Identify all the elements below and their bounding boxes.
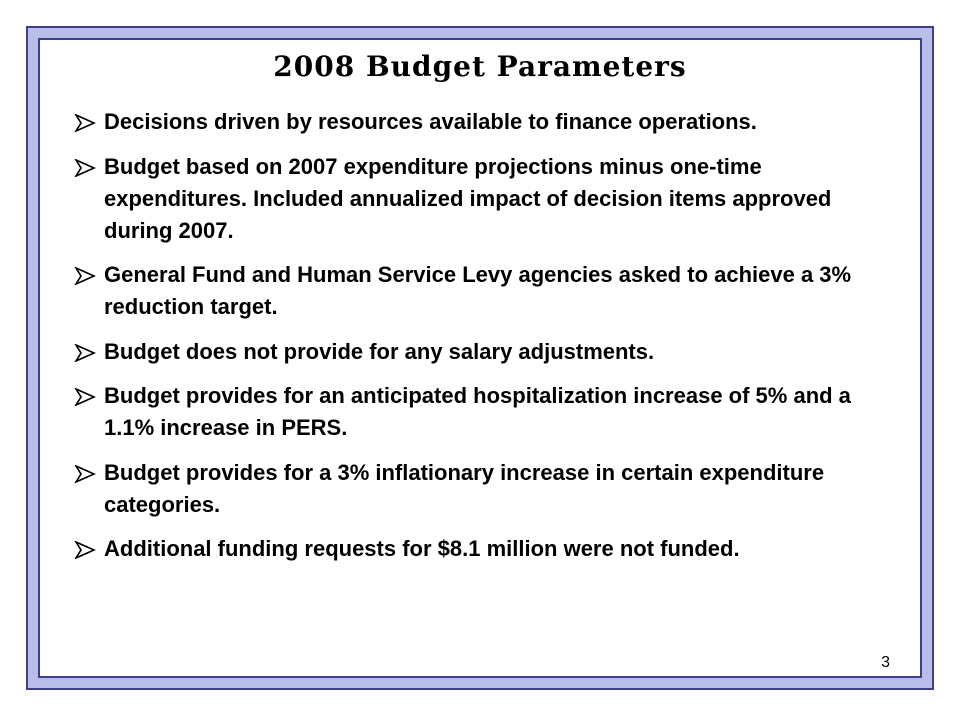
bullet-item (74, 533, 894, 565)
arrowhead-bullet-icon (74, 159, 96, 177)
arrowhead-bullet-icon (74, 267, 96, 285)
slide-title: 2008 Budget Parameters (273, 50, 687, 83)
page-number: 3 (881, 654, 890, 671)
arrowhead-bullet-icon (74, 344, 96, 362)
bullet-text: Budget based on 2007 expenditure projections minus one-time expenditures. Included annualized impact of decision items approved during 2007. (104, 153, 832, 243)
bullet-text: General Fund and Human Service Levy agencies asked to achieve a 3% reduction target. (104, 262, 852, 319)
bullet-text: Decisions driven by resources available to finance operations. (104, 109, 757, 134)
slide-content-area (38, 38, 922, 678)
slide-frame (26, 26, 934, 690)
bullet-item (74, 336, 894, 368)
bullet-item (74, 151, 894, 247)
bullet-text: Additional funding requests for $8.1 million were not funded. (104, 536, 740, 561)
bullet-item (74, 259, 894, 323)
arrowhead-bullet-icon (74, 114, 96, 132)
arrowhead-bullet-icon (74, 388, 96, 406)
bullet-text: Budget provides for a 3% inflationary increase in certain expenditure categories. (104, 459, 825, 517)
bullet-item (74, 380, 894, 444)
bullet-text: Budget does not provide for any salary adjustments. (104, 338, 655, 364)
bullet-item (74, 106, 894, 138)
bullet-list (74, 106, 894, 578)
arrowhead-bullet-icon (74, 465, 96, 483)
bullet-text: Budget provides for an anticipated hospitalization increase of 5% and a 1.1% increase in PERS. (104, 383, 851, 440)
arrowhead-bullet-icon (74, 541, 96, 559)
bullet-item (74, 457, 894, 521)
